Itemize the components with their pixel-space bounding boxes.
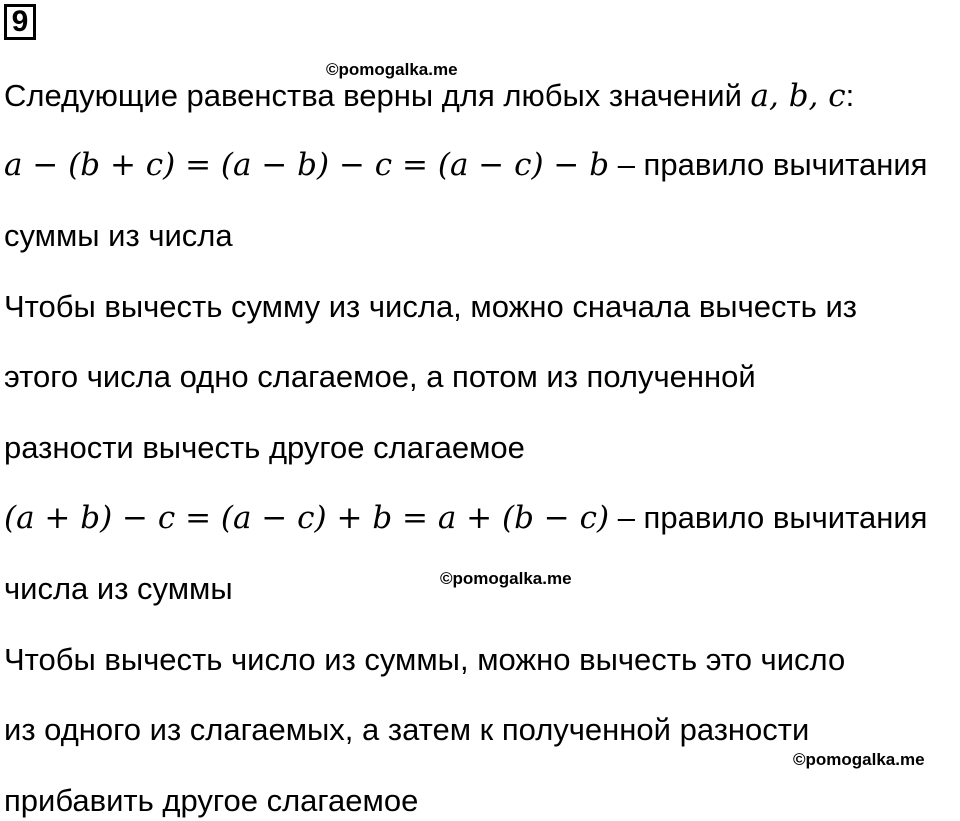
formula-rule-name-continuation: числа из суммы: [4, 571, 233, 606]
rule-explanation-line: из одного из слагаемых, а затем к полученной разности: [4, 712, 810, 747]
rule-explanation-line: этого числа одно слагаемое, а потом из полученной: [4, 359, 756, 394]
rule-explanation-line: Чтобы вычесть сумму из числа, можно сначала вычесть из: [4, 289, 857, 324]
rule-explanation-line: прибавить другое слагаемое: [4, 783, 419, 818]
rule-explanation-line: разности вычесть другое слагаемое: [4, 430, 525, 465]
formula-rule-name-continuation: суммы из числа: [4, 218, 233, 253]
intro-variables: a, b, c: [750, 78, 846, 114]
intro-colon: :: [845, 78, 855, 113]
intro-text: Следующие равенства верны для любых значений: [4, 78, 751, 113]
watermark: ©pomogalka.me: [793, 750, 925, 769]
formula-expression: (a + b) − c = (a − c) + b = a + (b − c): [4, 500, 610, 536]
intro-line: [4, 76, 854, 116]
formula-subtract-sum-from-number: [4, 145, 927, 185]
watermark: ©pomogalka.me: [440, 569, 572, 588]
watermark: ©pomogalka.me: [326, 60, 458, 79]
formula-expression: a − (b + c) = (a − b) − c = (a − c) − b: [4, 147, 610, 183]
formula-subtract-number-from-sum: [4, 498, 927, 538]
formula-rule-name: – правило вычитания: [609, 147, 928, 182]
rule-explanation-line: Чтобы вычесть число из суммы, можно вычесть это число: [4, 642, 846, 677]
task-number-badge: 9: [4, 4, 36, 40]
formula-rule-name: – правило вычитания: [609, 500, 928, 535]
